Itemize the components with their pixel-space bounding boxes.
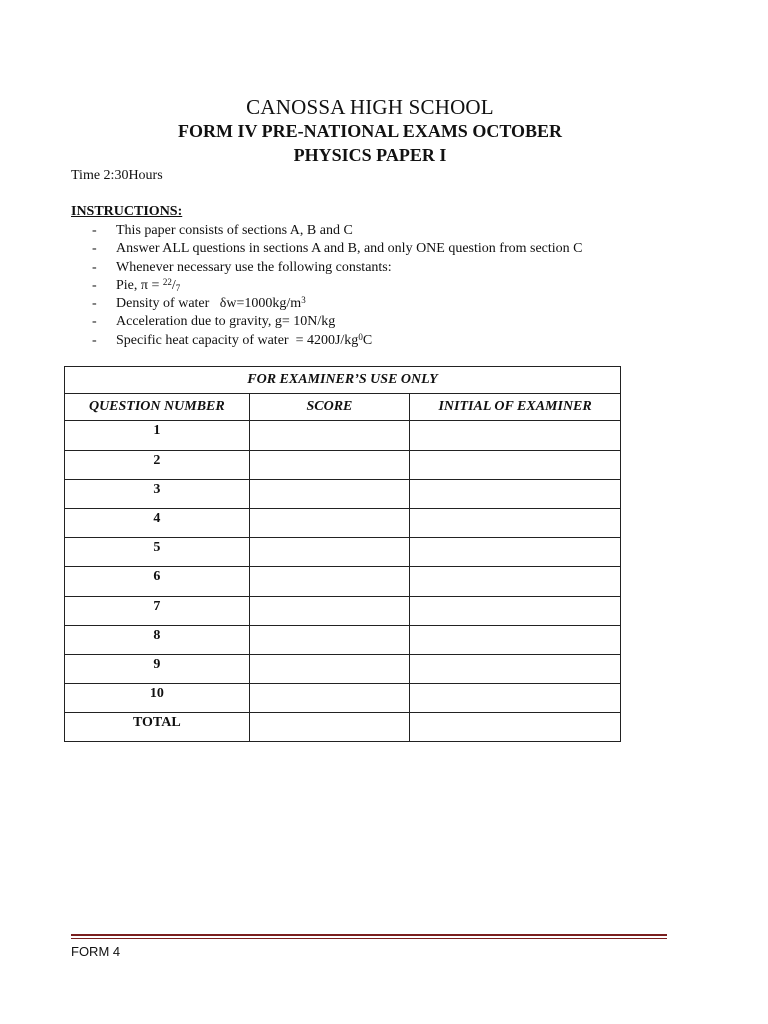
list-dash: - [92, 296, 97, 312]
list-dash: - [92, 241, 97, 257]
question-number-cell: 8 [65, 625, 250, 654]
question-number-cell: 4 [65, 508, 250, 537]
table-row [65, 450, 621, 479]
initial-cell[interactable] [410, 625, 621, 654]
instruction-item [92, 313, 583, 331]
table-row [65, 596, 621, 625]
question-number-cell: 7 [65, 596, 250, 625]
score-cell[interactable] [249, 596, 410, 625]
constant-heat-label: Specific heat capacity of water = 4200J/kg [116, 332, 359, 348]
exam-title: FORM IV PRE-NATIONAL EXAMS OCTOBER [177, 121, 563, 141]
score-cell[interactable] [249, 654, 410, 683]
table-row [65, 421, 621, 450]
table-row [65, 625, 621, 654]
table-row [65, 567, 621, 596]
table-title-row [65, 367, 621, 394]
table-row [65, 479, 621, 508]
density-exponent: 3 [301, 295, 306, 306]
heat-unit-suffix: C [362, 332, 373, 348]
instruction-text: Acceleration due to gravity, g= 10N/kg [116, 314, 336, 330]
paper-title: PHYSICS PAPER I [293, 145, 447, 165]
constant-density-label: Density of water δw=1000kg/m [116, 296, 302, 312]
list-dash: - [92, 332, 97, 348]
initial-cell[interactable] [410, 596, 621, 625]
table-title: FOR EXAMINER’S USE ONLY [65, 367, 621, 394]
instruction-item [92, 240, 583, 258]
initial-cell[interactable] [410, 567, 621, 596]
footer-label: FORM 4 [71, 944, 121, 959]
score-cell[interactable] [249, 450, 410, 479]
heat-degree: 0 [358, 331, 363, 342]
constant-pi-label: Pie, π = [116, 277, 163, 293]
question-number-cell: 5 [65, 538, 250, 567]
initial-cell[interactable] [410, 538, 621, 567]
question-number-cell: 2 [65, 450, 250, 479]
question-number-cell: 10 [65, 684, 250, 713]
initial-cell[interactable] [410, 654, 621, 683]
instruction-item [92, 222, 583, 240]
table-row [65, 684, 621, 713]
instruction-text: This paper consists of sections A, B and C [116, 223, 353, 238]
pi-slash: / [171, 277, 176, 293]
initial-cell[interactable] [410, 450, 621, 479]
pi-denominator: 7 [175, 282, 181, 293]
score-cell[interactable] [249, 421, 410, 450]
question-number-cell: 3 [65, 479, 250, 508]
header-question-number: QUESTION NUMBER [65, 394, 250, 421]
instruction-item [92, 332, 583, 350]
total-label-cell: TOTAL [65, 713, 250, 742]
instruction-text: Answer ALL questions in sections A and B, and only ONE question from section C [116, 241, 583, 257]
table-total-row [65, 713, 621, 742]
instruction-item [92, 277, 583, 295]
initial-cell[interactable] [410, 508, 621, 537]
list-dash: - [92, 259, 97, 275]
instructions-list [92, 222, 583, 350]
question-number-cell: 1 [65, 421, 250, 450]
list-dash: - [92, 314, 97, 330]
time-allowed: Time 2:30Hours [71, 168, 163, 183]
score-cell[interactable] [249, 508, 410, 537]
footer-rule [71, 934, 667, 936]
score-cell[interactable] [249, 625, 410, 654]
initial-cell[interactable] [410, 684, 621, 713]
instruction-text: Whenever necessary use the following constants: [116, 259, 392, 275]
score-cell[interactable] [249, 684, 410, 713]
instruction-item [92, 259, 583, 277]
header-score: SCORE [249, 394, 410, 421]
question-number-cell: 6 [65, 567, 250, 596]
footer-rule-thin [71, 938, 667, 939]
header-initial: INITIAL OF EXAMINER [410, 394, 621, 421]
total-score-cell[interactable] [249, 713, 410, 742]
pi-numerator: 22 [162, 276, 172, 287]
total-initial-cell[interactable] [410, 713, 621, 742]
score-cell[interactable] [249, 538, 410, 567]
initial-cell[interactable] [410, 479, 621, 508]
examiner-table [64, 366, 621, 742]
table-row [65, 538, 621, 567]
initial-cell[interactable] [410, 421, 621, 450]
table-row [65, 508, 621, 537]
instructions-heading: INSTRUCTIONS: [71, 204, 183, 219]
list-dash: - [92, 277, 97, 293]
instruction-item [92, 295, 583, 313]
score-cell[interactable] [249, 479, 410, 508]
table-row [65, 654, 621, 683]
list-dash: - [92, 223, 97, 238]
question-number-cell: 9 [65, 654, 250, 683]
score-cell[interactable] [249, 567, 410, 596]
school-name: CANOSSA HIGH SCHOOL [246, 95, 494, 119]
table-header-row [65, 394, 621, 421]
